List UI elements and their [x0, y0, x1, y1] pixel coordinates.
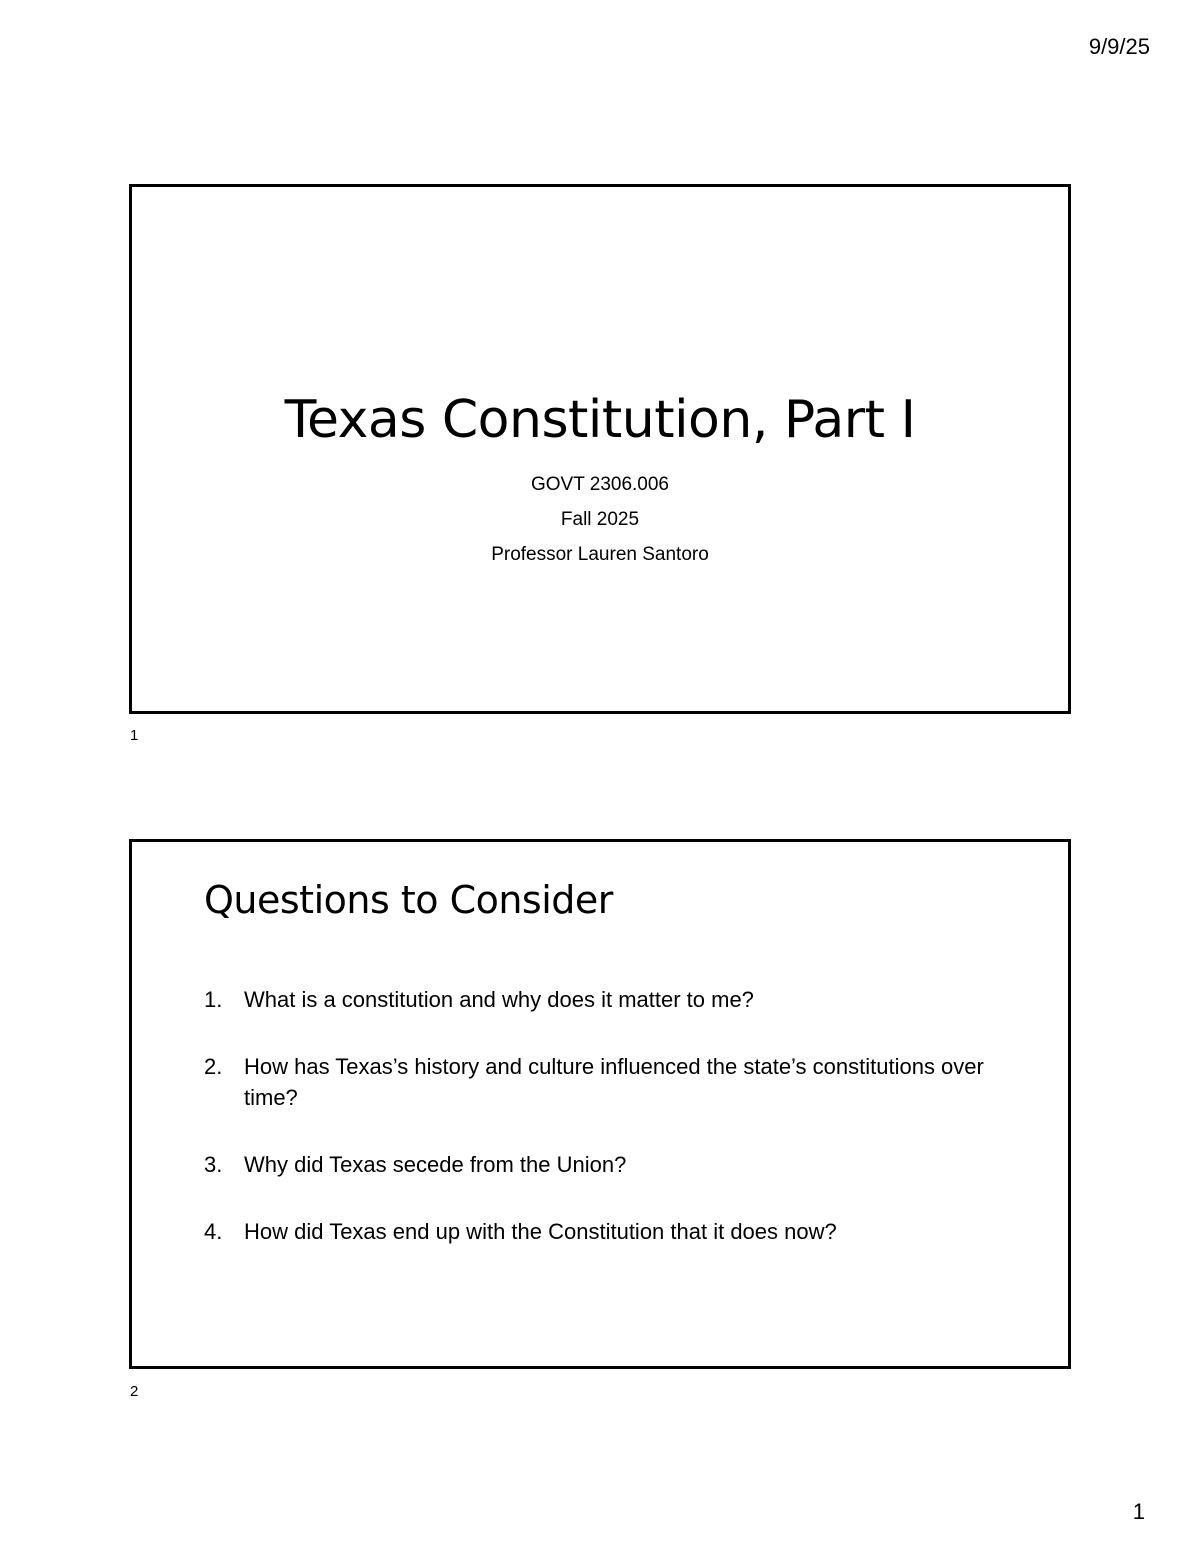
question-number: 2.: [204, 1054, 223, 1079]
question-number: 3.: [204, 1152, 223, 1177]
question-list: [204, 984, 1024, 1283]
list-item: [204, 1051, 1024, 1113]
slide-1: [129, 184, 1071, 714]
question-text: Why did Texas secede from the Union?: [244, 1152, 627, 1177]
question-text: How did Texas end up with the Constitution that it does now?: [244, 1219, 837, 1244]
slide-subtitles: [132, 467, 1068, 572]
slide-title: Texas Constitution, Part I: [284, 390, 916, 450]
page-date: 9/9/25: [1088, 34, 1150, 59]
semester: Fall 2025: [560, 509, 640, 530]
slide-number: 2: [130, 1383, 139, 1400]
page-number: 1: [1132, 1499, 1145, 1524]
slide-number: 1: [130, 727, 139, 744]
question-text: How has Texas’s history and culture influenced the state’s constitutions over time?: [244, 1054, 984, 1110]
question-number: 4.: [204, 1219, 223, 1244]
question-number: 1.: [204, 987, 223, 1012]
course-code: GOVT 2306.006: [530, 474, 670, 495]
list-item: [204, 1216, 1024, 1247]
list-item: [204, 1149, 1024, 1180]
list-item: [204, 984, 1024, 1015]
slide-2: [129, 839, 1071, 1369]
question-text: What is a constitution and why does it matter to me?: [244, 987, 754, 1012]
professor-name: Professor Lauren Santoro: [491, 544, 709, 565]
slide-heading: Questions to Consider: [204, 878, 613, 922]
